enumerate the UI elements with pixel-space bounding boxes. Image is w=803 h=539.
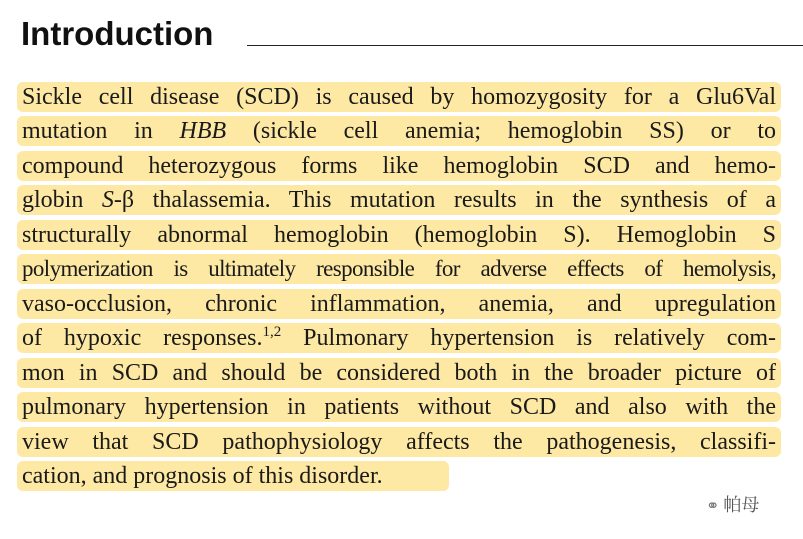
wechat-icon: ⚭ [706, 496, 720, 515]
watermark-text: 帕母 [723, 495, 760, 516]
text-line-4: globin S-β thalassemia. This mutation results in the synthesis of a [17, 185, 781, 215]
text-segment: Pulmonary hypertension is relatively com- [303, 325, 777, 351]
text-segment: mutation in [22, 118, 180, 144]
text-line-10: pulmonary hypertension in patients without SCD and also with the [17, 392, 781, 422]
heading-rule [247, 45, 803, 46]
text-line-8 [17, 323, 781, 353]
gene-name: HBB [179, 118, 227, 144]
text-line-7: vaso-occlusion, chronic inflammation, anemia, and upregulation [17, 289, 781, 319]
citation[interactable]: 1,2 [262, 324, 282, 340]
text-line-1: Sickle cell disease (SCD) is caused by homozygosity for a Glu6Val [17, 82, 781, 112]
text-line-11: view that SCD pathophysiology affects the pathogenesis, classifi- [17, 427, 781, 457]
watermark [706, 491, 759, 517]
text-segment: (sickle cell anemia; hemoglobin SS) or to [226, 118, 776, 144]
text-line-6: polymerization is ultimately responsible for adverse effects of hemolysis, [17, 254, 781, 284]
text-line-3: compound heterozygous forms like hemoglobin SCD and hemo- [17, 151, 781, 181]
text-line-2 [17, 116, 781, 146]
section-heading: Introduction [21, 15, 214, 52]
text-segment: of hypoxic responses. [22, 325, 263, 351]
italic-s: S [101, 187, 114, 213]
text-line-5: structurally abnormal hemoglobin (hemoglobin S). Hemoglobin S [17, 220, 781, 250]
text-line-12: cation, and prognosis of this disorder. [17, 461, 449, 491]
text-line-9: mon in SCD and should be considered both in the broader picture of [17, 358, 781, 388]
